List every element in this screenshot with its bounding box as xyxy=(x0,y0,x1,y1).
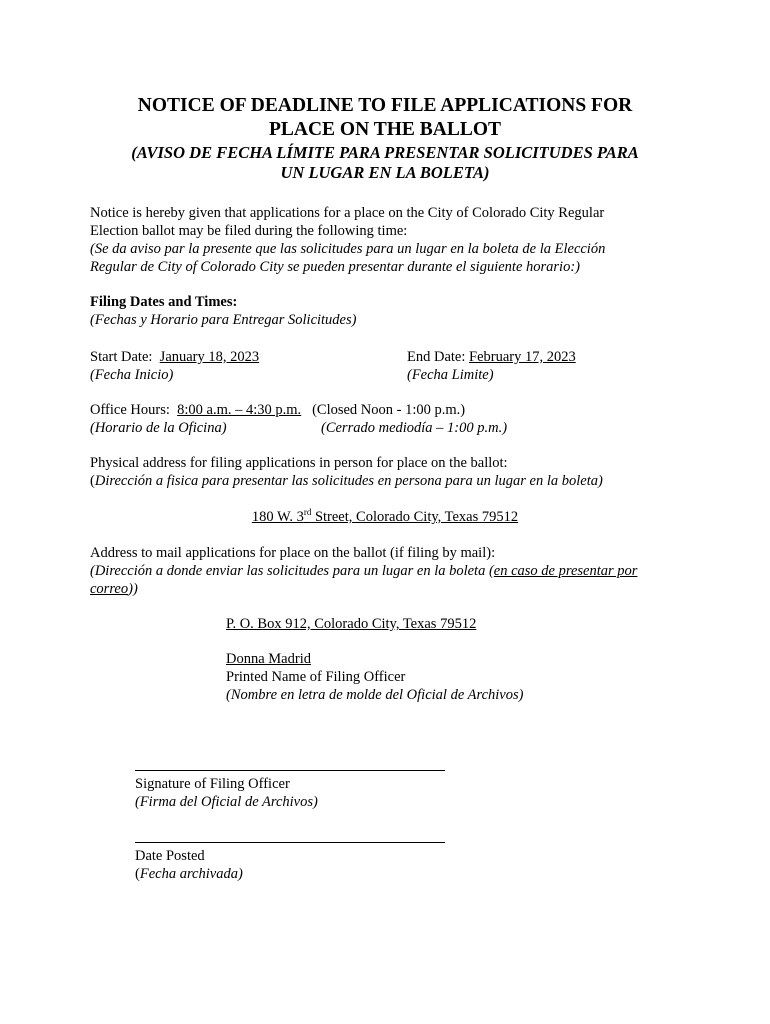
signature-line xyxy=(135,770,445,771)
office-hours-value: 8:00 a.m. – 4:30 p.m. xyxy=(177,402,302,418)
filing-heading-en: Filing Dates and Times: xyxy=(90,294,238,310)
officer-label-es: (Nombre en letra de molde del Oficial de Archivos) xyxy=(226,687,524,703)
office-hours-closed: (Closed Noon - 1:00 p.m.) xyxy=(312,402,466,418)
intro-en-line-1: Notice is hereby given that applications for a place on the City of Colorado City Regular xyxy=(90,205,605,221)
end-date-value: February 17, 2023 xyxy=(469,349,576,365)
mail-address-section xyxy=(90,544,680,598)
physical-es-line xyxy=(90,472,680,490)
date-posted-label: Date Posted xyxy=(135,848,205,864)
filing-officer-block xyxy=(226,650,523,704)
physical-address-post: Street, Colorado City, Texas 79512 xyxy=(311,509,519,525)
start-date-es: (Fecha Inicio) xyxy=(90,367,174,383)
end-date-es: (Fecha Limite) xyxy=(407,367,494,383)
date-posted-block xyxy=(135,847,243,883)
office-hours-label: Office Hours: xyxy=(90,402,170,418)
filing-dates xyxy=(90,348,680,384)
physical-address-pre: 180 W. 3 xyxy=(251,509,304,525)
physical-es: Dirección a fisica para presentar las solicitudes en persona para un lugar en la boleta) xyxy=(94,473,603,489)
officer-name: Donna Madrid xyxy=(226,651,311,667)
filing-heading xyxy=(90,293,680,329)
office-hours-line xyxy=(90,401,680,419)
physical-address xyxy=(90,508,680,526)
physical-address-sup: rd xyxy=(303,507,312,518)
mail-en: Address to mail applications for place on the ballot (if filing by mail): xyxy=(90,545,496,561)
document-subtitle-spanish xyxy=(90,143,680,183)
mail-es-1: (Dirección a donde enviar las solicitudes para un lugar en la boleta ( xyxy=(90,563,494,579)
mail-es-2-underlined: correo xyxy=(90,581,129,597)
intro-en-line-2: Election ballot may be filed during the following time: xyxy=(90,223,408,239)
mail-address-value: P. O. Box 912, Colorado City, Texas 79512 xyxy=(226,616,477,632)
signature-block xyxy=(135,775,318,811)
document-title xyxy=(90,94,680,142)
subtitle-line-1: (AVISO DE FECHA LÍMITE PARA PRESENTAR SOLICITUDES PARA xyxy=(131,143,639,162)
date-posted-es-line xyxy=(135,865,243,883)
physical-address-value xyxy=(252,509,518,525)
office-hours-closed-es: (Cerrado mediodía – 1:00 p.m.) xyxy=(321,420,508,436)
mail-es-line-1 xyxy=(90,562,680,580)
mail-address xyxy=(226,615,476,633)
start-date-value: January 18, 2023 xyxy=(159,349,260,365)
title-line-2: PLACE ON THE BALLOT xyxy=(268,119,502,140)
date-posted-label-es: Fecha archivada) xyxy=(139,866,243,882)
start-date xyxy=(90,348,680,366)
office-hours-es-line xyxy=(90,419,680,437)
signature-label-es: (Firma del Oficial de Archivos) xyxy=(135,794,318,810)
mail-es-1-underlined: en caso de presentar por xyxy=(493,563,638,579)
date-posted-es-open: ( xyxy=(135,866,140,882)
end-date xyxy=(407,348,576,384)
filing-heading-es: (Fechas y Horario para Entregar Solicitudes) xyxy=(90,312,357,328)
mail-es-line-2 xyxy=(90,580,680,598)
end-date-label: End Date: xyxy=(407,349,466,365)
office-hours xyxy=(90,401,680,437)
intro-paragraph xyxy=(90,204,680,276)
signature-label: Signature of Filing Officer xyxy=(135,776,290,792)
start-date-label: Start Date: xyxy=(90,349,153,365)
office-hours-es: (Horario de la Oficina) xyxy=(90,420,227,436)
intro-es-line-1: (Se da aviso par la presente que las solicitudes para un lugar en la boleta de la Elección xyxy=(90,241,606,257)
physical-es-open: ( xyxy=(90,473,95,489)
mail-es-2-end: )) xyxy=(128,581,138,597)
title-line-1: NOTICE OF DEADLINE TO FILE APPLICATIONS FOR xyxy=(137,95,633,116)
intro-es-line-2: Regular de City of Colorado City se pueden presentar durante el siguiente horario:) xyxy=(90,259,580,275)
officer-label: Printed Name of Filing Officer xyxy=(226,669,406,685)
subtitle-line-2: UN LUGAR EN LA BOLETA) xyxy=(280,163,490,182)
date-posted-line xyxy=(135,842,445,843)
physical-en: Physical address for filing applications in person for place on the ballot: xyxy=(90,455,508,471)
physical-address-section xyxy=(90,454,680,490)
